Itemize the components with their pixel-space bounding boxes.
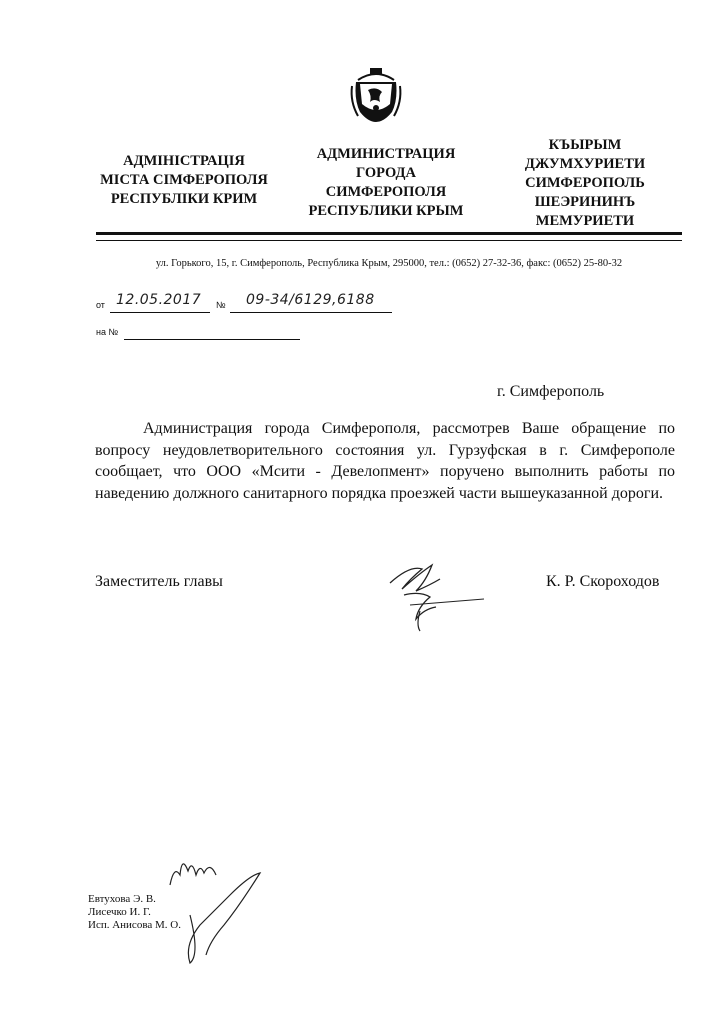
registration-number: 09-34/6129,6188 — [246, 292, 375, 308]
organization-address: ул. Горького, 15, г. Симферополь, Республика Крым, 295000, тел.: (0652) 27-32-36, факс: (0652) 25-80-32 — [155, 258, 623, 269]
org-name-russian: АДМИНИСТРАЦИЯ ГОРОДА СИМФЕРОПОЛЯ РЕСПУБЛИКИ КРЫМ — [308, 146, 464, 219]
number-label: № — [216, 300, 226, 310]
registration-line — [96, 292, 396, 314]
executors-list: Евтухова Э. В. Лисечко И. Г. Исп. Анисова М. О. — [88, 893, 181, 931]
registration-date: 12.05.2017 — [116, 292, 202, 308]
handwritten-signature — [380, 555, 490, 635]
signatory-title: Заместитель главы — [95, 573, 223, 590]
from-label: от — [96, 300, 105, 310]
reference-label: на № — [96, 327, 119, 337]
letter-body: Администрация города Симферополя, рассмотрев Ваше обращение по вопросу неудовлетворительного состояния ул. Гурзуфская в г. Симферополе сообщает, что ООО «Мсити - Девелопмент» поручено выполнить работы по наведению должного санитарного порядка проезжей части вышеуказанной дороги. — [95, 420, 675, 502]
coat-of-arms-emblem — [350, 66, 402, 124]
org-name-ukrainian: АДМІНІСТРАЦІЯ МІСТА СІМФЕРОПОЛЯ РЕСПУБЛІКИ КРИМ — [100, 153, 268, 207]
reference-number-line — [124, 339, 300, 340]
reference-line — [96, 325, 306, 341]
org-name-crimean-tatar: КЪЫРЫМ ДЖУМХУРИЕТИ СИМФЕРОПОЛЬ ШЕЭРИНИНЪ МЕМУРИЕТИ — [524, 137, 646, 229]
executor-signatures — [160, 845, 270, 970]
city-name: г. Симферополь — [497, 383, 605, 400]
header-divider-thick — [96, 232, 682, 235]
number-line — [230, 312, 392, 313]
crimea-coat-of-arms-icon — [350, 66, 402, 124]
date-line — [110, 312, 210, 313]
signatory-name: К. Р. Скороходов — [546, 573, 660, 590]
header-divider-thin — [96, 240, 682, 241]
